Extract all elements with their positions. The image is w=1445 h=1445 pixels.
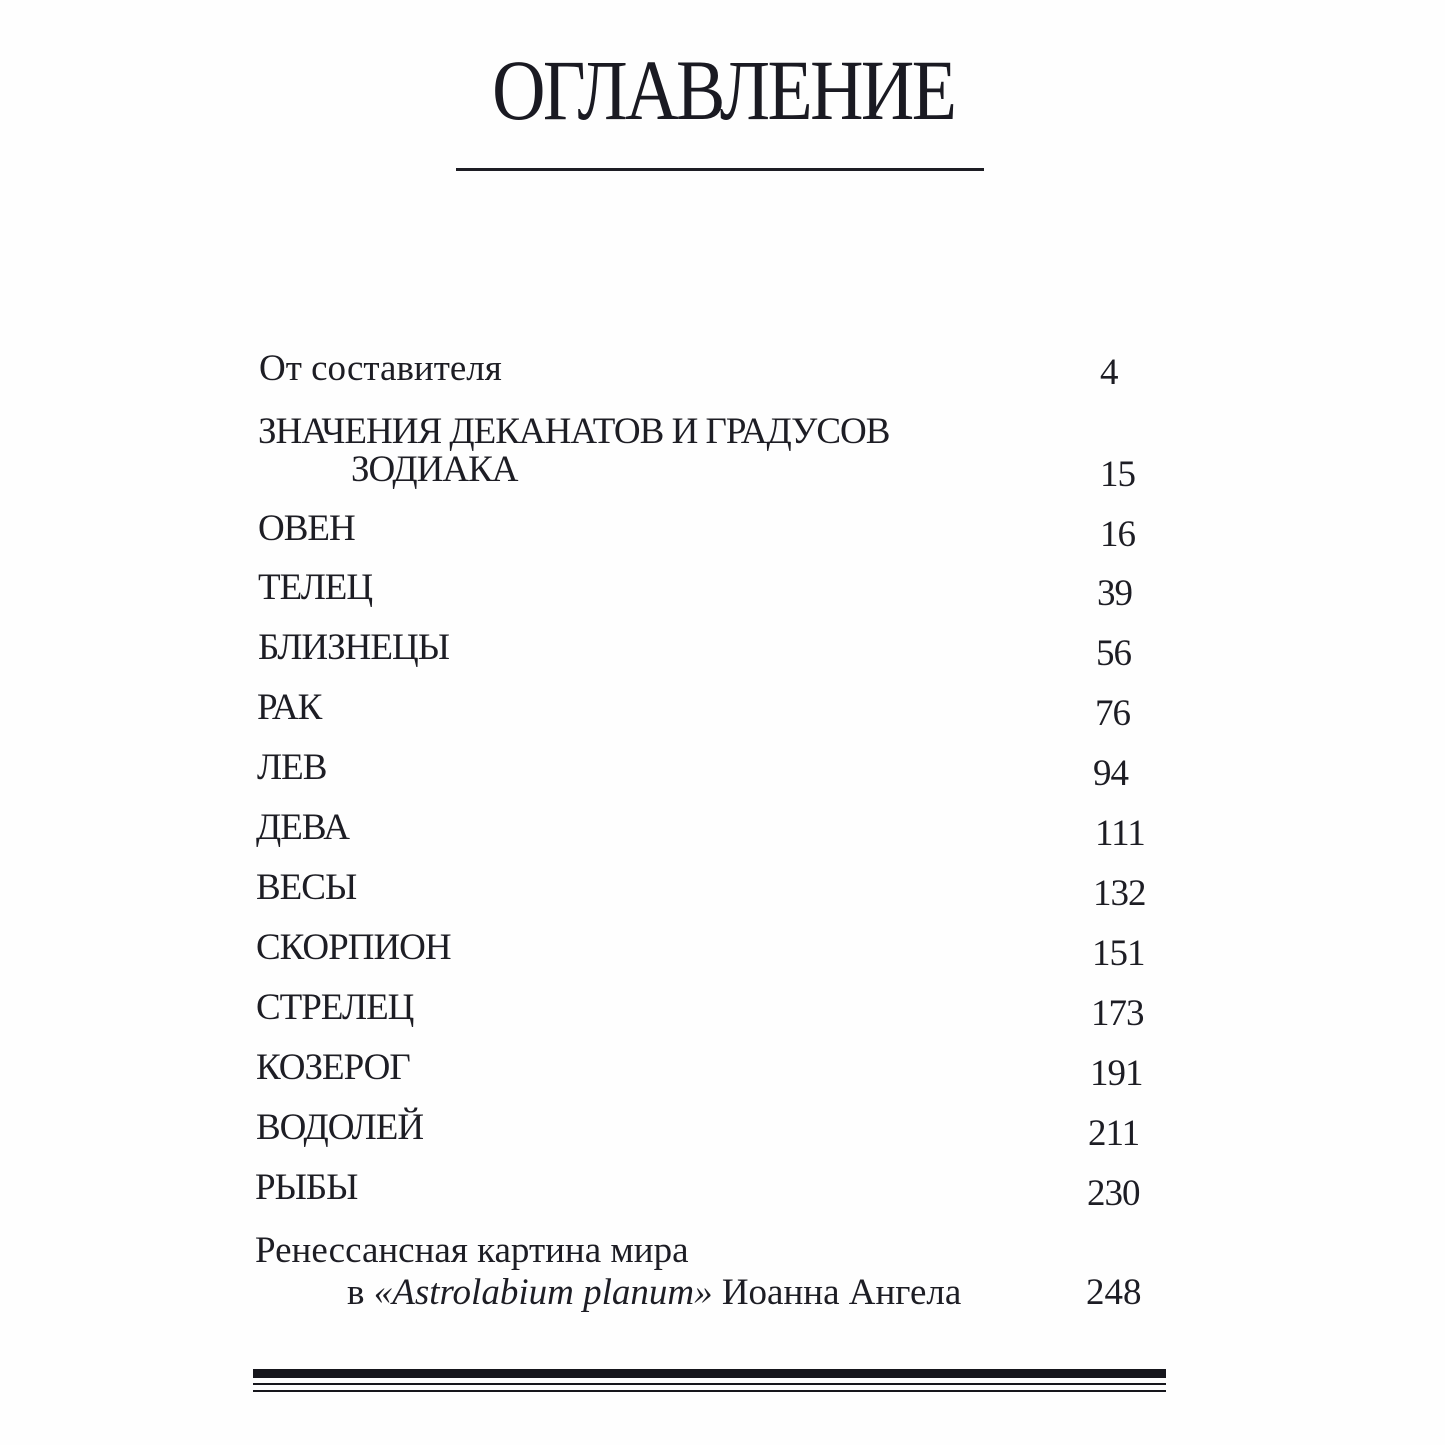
bottom-rule-thin-second — [253, 1390, 1166, 1392]
toc-entry-label: ТЕЛЕЦ — [258, 567, 373, 608]
toc-entry-label-continued: ЗОДИАКА — [351, 449, 518, 490]
toc-entry-page: 173 — [1091, 993, 1144, 1034]
toc-entry-label: БЛИЗНЕЦЫ — [258, 627, 449, 668]
toc-entry-label-prefix: в — [347, 1272, 374, 1313]
toc-entry-label: Ренессансная картина мира — [255, 1230, 689, 1271]
toc-entry-label: РАК — [257, 687, 322, 728]
bottom-rule-thick — [253, 1369, 1166, 1378]
toc-entry-page: 76 — [1095, 693, 1130, 734]
page-title: ОГЛАВЛЕНИЕ — [492, 42, 955, 138]
toc-entry-label: СКОРПИОН — [256, 927, 451, 968]
toc-entry-label: РЫБЫ — [255, 1167, 358, 1208]
toc-entry-page: 4 — [1100, 352, 1119, 393]
toc-entry-page: 15 — [1100, 454, 1135, 495]
toc-entry-label: ДЕВА — [256, 807, 349, 848]
toc-entry-page: 94 — [1093, 753, 1128, 794]
toc-entry-page: 151 — [1092, 933, 1145, 974]
toc-entry-page: 211 — [1088, 1113, 1140, 1154]
toc-entry-label: ЛЕВ — [257, 747, 327, 788]
toc-entry-page: 191 — [1090, 1053, 1143, 1094]
toc-entry-label: КОЗЕРОГ — [256, 1047, 410, 1088]
toc-entry-label-continued — [347, 1273, 961, 1313]
toc-entry-label: СТРЕЛЕЦ — [256, 987, 414, 1028]
toc-entry-page: 248 — [1086, 1272, 1142, 1313]
toc-entry-label: ОВЕН — [258, 508, 355, 549]
toc-entry-page: 132 — [1093, 873, 1146, 914]
toc-entry-label: ВОДОЛЕЙ — [256, 1107, 424, 1148]
toc-entry-page: 56 — [1096, 633, 1131, 674]
bottom-rule-thin — [253, 1383, 1166, 1385]
toc-entry-page: 111 — [1095, 813, 1145, 854]
toc-entry-label-italic-title: «Astrolabium planum» — [373, 1272, 713, 1313]
toc-entry-label: ВЕСЫ — [256, 867, 357, 908]
toc-entry-label-suffix: Иоанна Ангела — [712, 1272, 962, 1313]
toc-entry-label: ЗНАЧЕНИЯ ДЕКАНАТОВ И ГРАДУСОВ — [258, 411, 890, 452]
toc-entry-page: 230 — [1087, 1173, 1140, 1214]
toc-entry-page: 16 — [1100, 514, 1135, 555]
toc-entry-label: От составителя — [259, 348, 502, 389]
toc-entry-page: 39 — [1097, 573, 1132, 614]
